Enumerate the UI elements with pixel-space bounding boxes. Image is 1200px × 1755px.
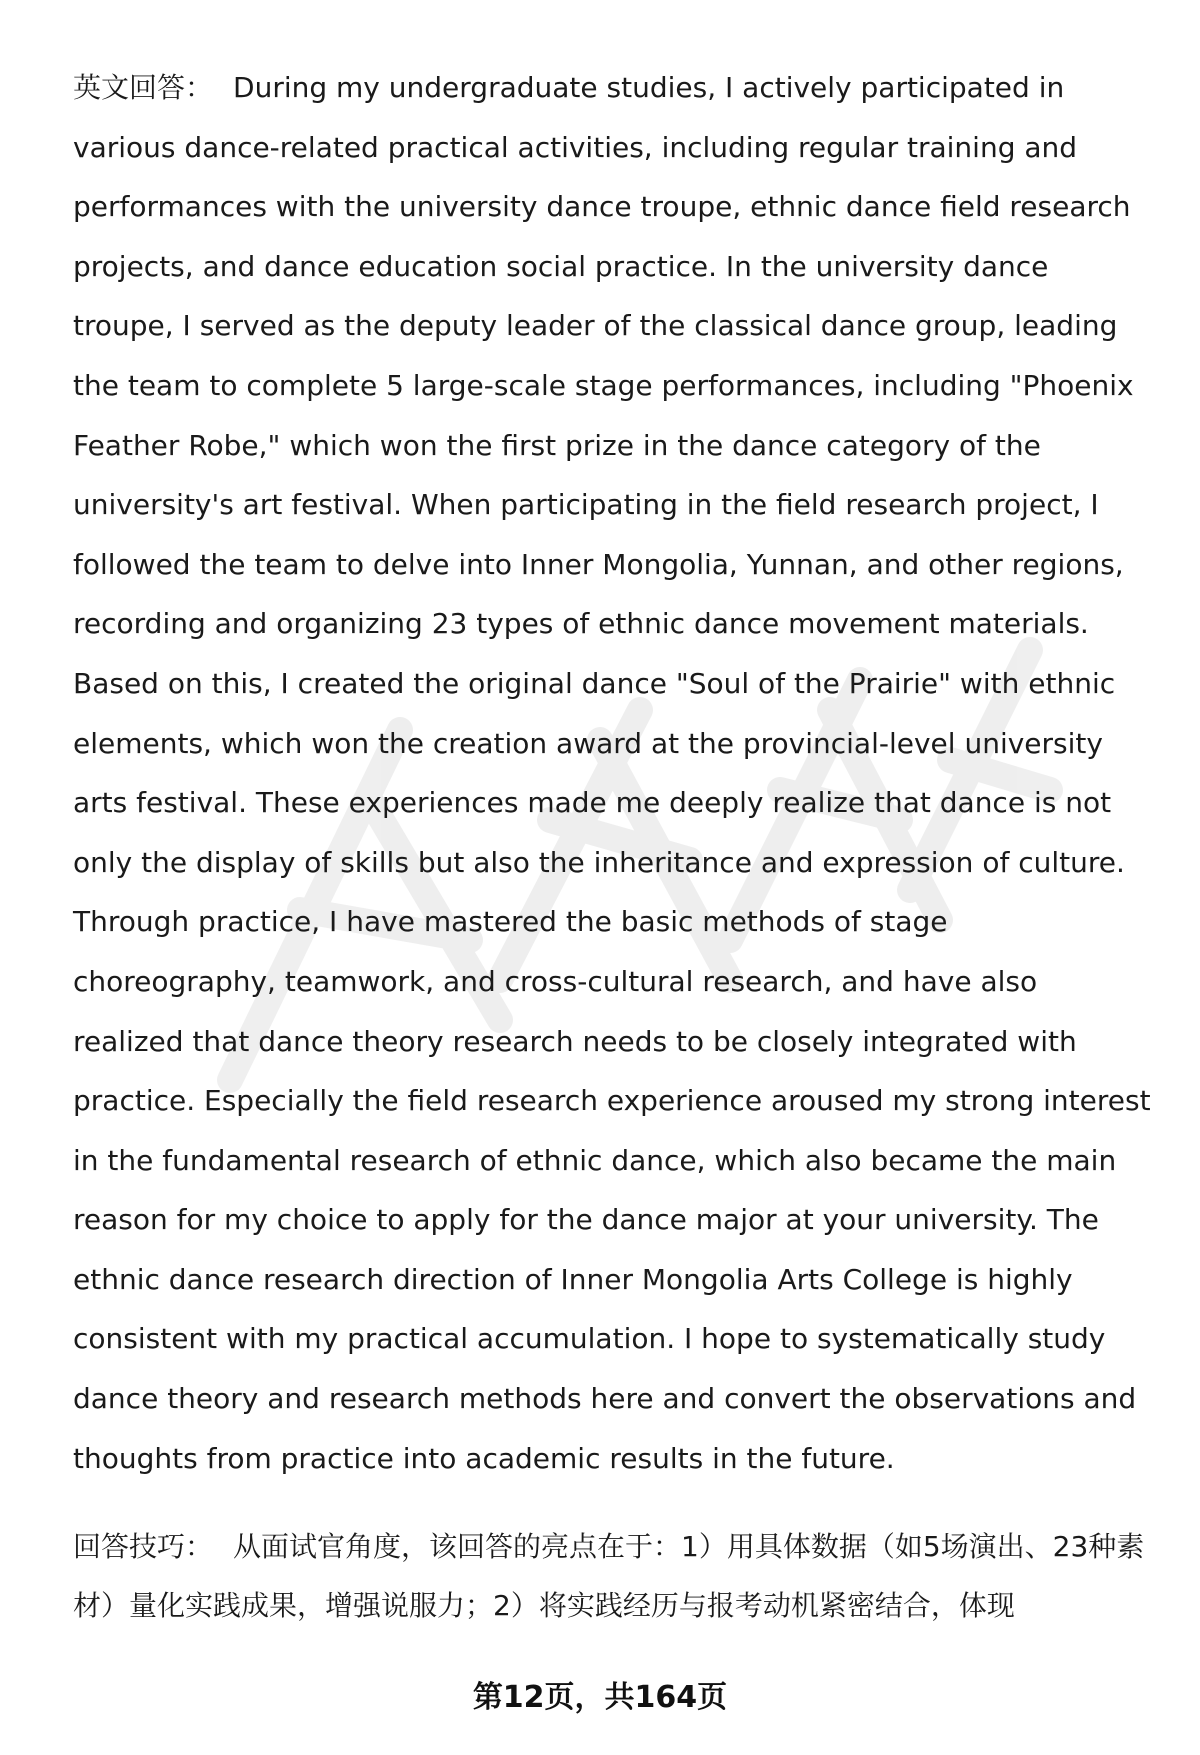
answer-tips-paragraph: [73, 1517, 1153, 1635]
tips-text: 从面试官角度，该回答的亮点在于：1）用具体数据（如5场演出、23种素材）量化实践成果，增强说服力；2）将实践经历与报考动机紧密结合，体现: [73, 1530, 1145, 1622]
tips-label: 回答技巧：: [73, 1530, 214, 1563]
answer-text: During my undergraduate studies, I actively participated in various dance-related practical activities, including regular training and performances with the university dance troupe, ethnic dance field research projects, and dance education social practice. In the university dance troupe, I served as the deputy leader of the classical dance group, leading the team to complete 5 large-scale stage performances, including "Phoenix Feather Robe," which won the first prize in the dance category of the university's art festival. When participating in the field research project, I followed the team to delve into Inner Mongolia, Yunnan, and other regions, recording and organizing 23 types of ethnic dance movement materials. Based on this, I created the original dance "Soul of the Prairie" with ethnic elements, which won the creation award at the provincial-level university arts festival. These experiences made me deeply realize that dance is not only the display of skills but also the inheritance and expression of culture. Through practice, I have mastered the basic methods of stage choreography, teamwork, and cross-cultural research, and have also realized that dance theory research needs to be closely integrated with practice. Especially the field research experience aroused my strong interest in the fundamental research of ethnic dance, which also became the main reason for my choice to apply for the dance major at your university. The ethnic dance research direction of Inner Mongolia Arts College is highly consistent with my practical accumulation. I hope to systematically study dance theory and research methods here and convert the observations and thoughts from practice into academic results in the future.: [73, 71, 1151, 1475]
answer-label: 英文回答：: [73, 71, 214, 104]
page-indicator: 第12页，共164页: [472, 1680, 728, 1715]
english-answer-paragraph: [73, 58, 1153, 1488]
